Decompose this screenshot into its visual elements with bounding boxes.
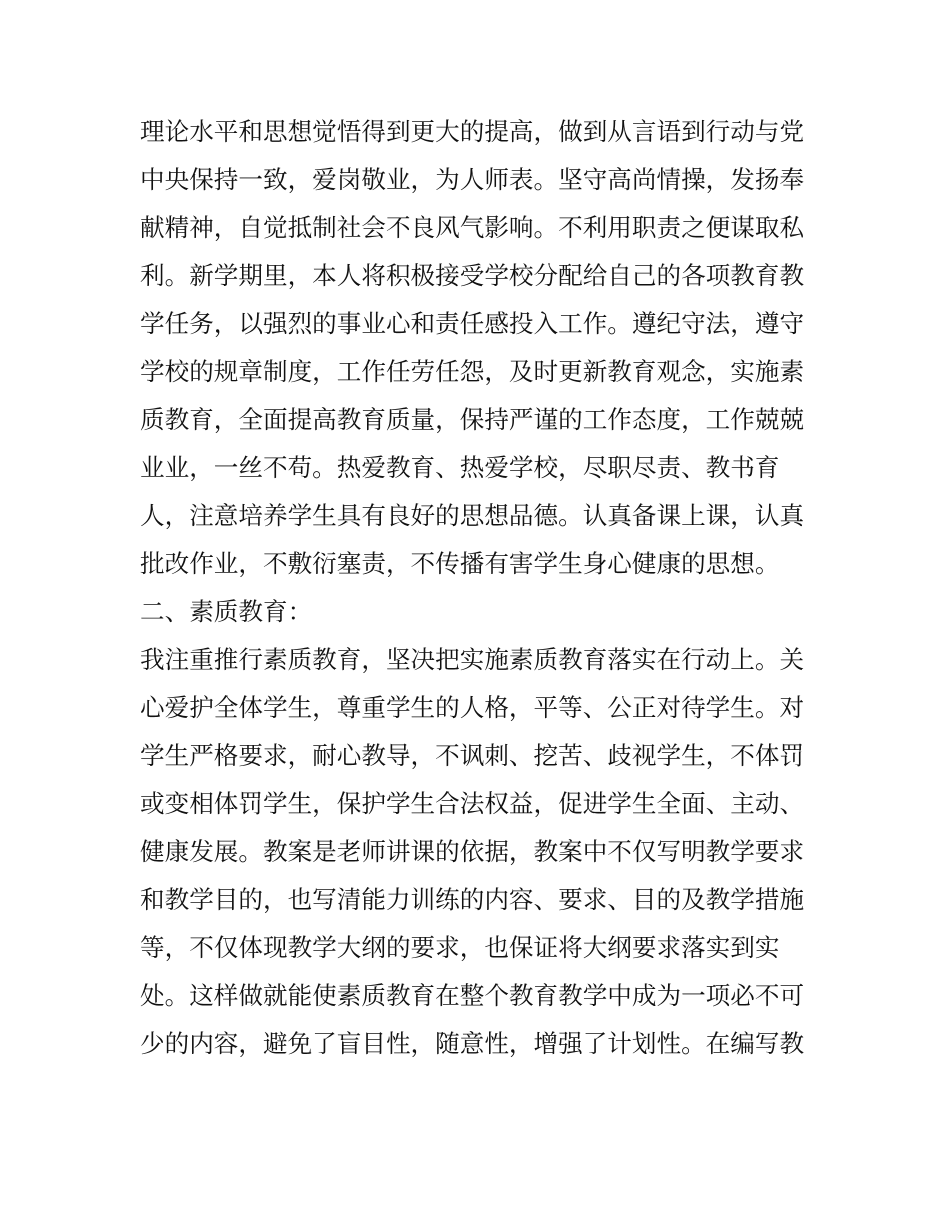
text-line: 等，不仅体现教学大纲的要求，也保证将大纲要求落实到实 [140,933,780,962]
text-line: 和教学目的，也写清能力训练的内容、要求、目的及教学措施 [140,885,805,914]
text-line: 学任务，以强烈的事业心和责任感投入工作。遵纪守法，遵守 [140,309,805,338]
text-line: 心爱护全体学生，尊重学生的人格，平等、公正对待学生。对 [140,693,805,722]
text-line: 质教育，全面提高教育质量，保持严谨的工作态度，工作兢兢 [140,405,805,434]
text-line: 人，注意培养学生具有良好的思想品德。认真备课上课，认真 [140,501,805,530]
text-line: 或变相体罚学生，保护学生合法权益，促进学生全面、主动、 [140,789,805,818]
text-line: 批改作业，不敷衍塞责，不传播有害学生身心健康的思想。 [140,549,780,578]
text-line: 业业，一丝不苟。热爱教育、热爱学校，尽职尽责、教书育 [140,453,780,482]
text-line: 学校的规章制度，工作任劳任怨，及时更新教育观念，实施素 [140,357,805,386]
text-line: 学生严格要求，耐心教导，不讽刺、挖苦、歧视学生，不体罚 [140,741,805,770]
section-heading: 二、素质教育： [140,597,313,626]
text-line: 理论水平和思想觉悟得到更大的提高，做到从言语到行动与党 [140,117,805,146]
text-line: 少的内容，避免了盲目性，随意性，增强了计划性。在编写教 [140,1029,805,1058]
body-text [140,108,820,1068]
text-line: 健康发展。教案是老师讲课的依据，教案中不仅写明教学要求 [140,837,805,866]
text-line: 利。新学期里，本人将积极接受学校分配给自己的各项教育教 [140,261,805,290]
text-line: 处。这样做就能使素质教育在整个教育教学中成为一项必不可 [140,981,805,1010]
text-line: 献精神，自觉抵制社会不良风气影响。不利用职责之便谋取私 [140,213,805,242]
text-line: 我注重推行素质教育，坚决把实施素质教育落实在行动上。关 [140,645,805,674]
text-line: 中央保持一致，爱岗敬业，为人师表。坚守高尚情操，发扬奉 [140,165,805,194]
